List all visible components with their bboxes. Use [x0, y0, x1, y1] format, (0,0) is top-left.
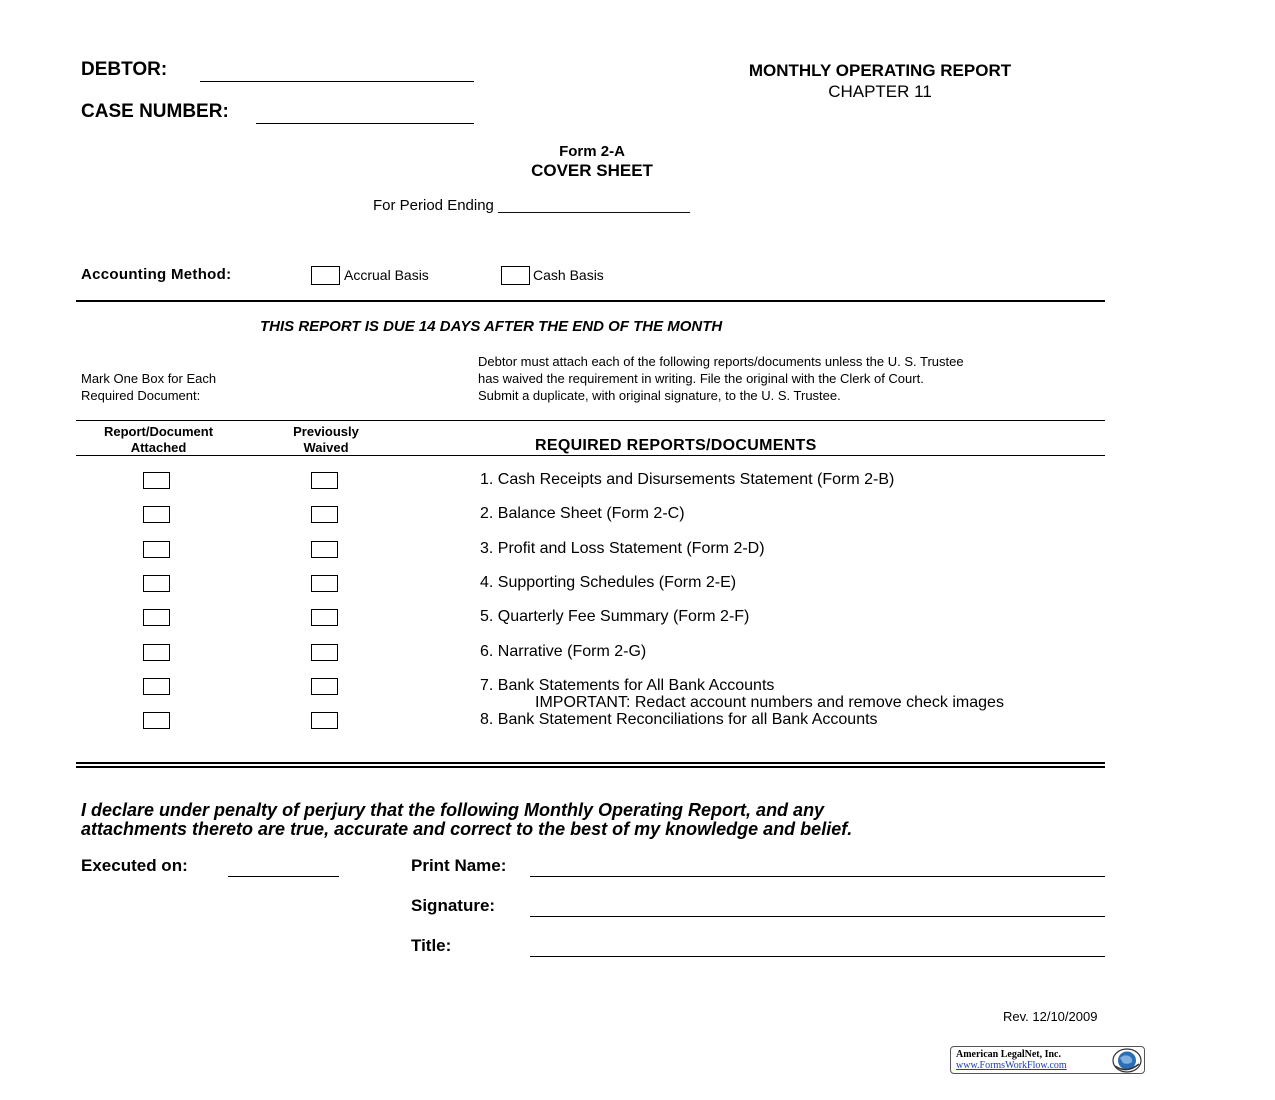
- title-label: Title:: [411, 936, 452, 955]
- cash-basis-checkbox[interactable]: [501, 266, 530, 285]
- row2-attached-checkbox[interactable]: [143, 506, 170, 523]
- revision-date: Rev. 12/10/2009: [1003, 1009, 1098, 1024]
- report-title: MONTHLY OPERATING REPORT: [748, 61, 1012, 80]
- case-number-label: CASE NUMBER:: [81, 101, 229, 122]
- instruction-left-2: Required Document:: [81, 388, 201, 403]
- col-attached-header-2: Attached: [130, 440, 187, 455]
- form-id: Form 2-A: [559, 143, 625, 160]
- title-field[interactable]: [530, 938, 1105, 957]
- col-waived-header-1: Previously: [293, 424, 359, 439]
- required-item-1: 1. Cash Receipts and Disursements Statement (Form 2-B): [480, 471, 895, 488]
- instruction-right-3: Submit a duplicate, with original signature, to the U. S. Trustee.: [478, 388, 841, 403]
- required-item-7: 7. Bank Statements for All Bank Accounts: [480, 677, 775, 694]
- instruction-left-1: Mark One Box for Each: [81, 371, 217, 386]
- row8-waived-checkbox[interactable]: [311, 712, 338, 729]
- required-item-4: 4. Supporting Schedules (Form 2-E): [480, 574, 737, 591]
- case-number-field[interactable]: [256, 103, 474, 124]
- accrual-basis-checkbox[interactable]: [311, 266, 340, 285]
- row2-waived-checkbox[interactable]: [311, 506, 338, 523]
- row3-waived-checkbox[interactable]: [311, 541, 338, 558]
- required-item-7-note: IMPORTANT: Redact account numbers and remove check images: [535, 694, 1004, 711]
- row8-attached-checkbox[interactable]: [143, 712, 170, 729]
- declaration-line-2: attachments thereto are true, accurate and correct to the best of my knowledge and belief.: [81, 819, 853, 839]
- required-item-8: 8. Bank Statement Reconciliations for all Bank Accounts: [480, 711, 878, 728]
- accrual-basis-label: Accrual Basis: [344, 267, 429, 283]
- due-notice: THIS REPORT IS DUE 14 DAYS AFTER THE END OF THE MONTH: [260, 318, 723, 335]
- debtor-field[interactable]: [200, 61, 474, 82]
- required-item-3: 3. Profit and Loss Statement (Form 2-D): [480, 540, 765, 557]
- form-title: COVER SHEET: [531, 161, 653, 180]
- print-name-label: Print Name:: [411, 856, 507, 875]
- row4-attached-checkbox[interactable]: [143, 575, 170, 592]
- print-name-field[interactable]: [530, 858, 1105, 877]
- row5-attached-checkbox[interactable]: [143, 609, 170, 626]
- chapter-label: CHAPTER 11: [828, 82, 932, 101]
- logo-company-name: American LegalNet, Inc.: [956, 1049, 1061, 1060]
- col-required-header: REQUIRED REPORTS/DOCUMENTS: [535, 437, 817, 454]
- row5-waived-checkbox[interactable]: [311, 609, 338, 626]
- row1-waived-checkbox[interactable]: [311, 472, 338, 489]
- row6-attached-checkbox[interactable]: [143, 644, 170, 661]
- col-waived-header-2: Waived: [303, 440, 349, 455]
- row7-waived-checkbox[interactable]: [311, 678, 338, 695]
- row7-attached-checkbox[interactable]: [143, 678, 170, 695]
- signature-label: Signature:: [411, 896, 496, 915]
- required-item-6: 6. Narrative (Form 2-G): [480, 643, 647, 660]
- table-header-rule: [76, 455, 1105, 456]
- instruction-right-1: Debtor must attach each of the following reports/documents unless the U. S. Trustee: [478, 354, 964, 369]
- divider: [76, 300, 1105, 302]
- american-legalnet-logo[interactable]: [950, 1046, 1145, 1074]
- row3-attached-checkbox[interactable]: [143, 541, 170, 558]
- accounting-method-label: Accounting Method:: [81, 266, 232, 283]
- row4-waived-checkbox[interactable]: [311, 575, 338, 592]
- table-top-rule: [76, 420, 1105, 421]
- executed-on-label: Executed on:: [81, 856, 188, 875]
- instruction-right-2: has waived the requirement in writing. File the original with the Clerk of Court.: [478, 371, 924, 386]
- col-attached-header-1: Report/Document: [103, 424, 214, 439]
- double-rule-bottom: [76, 766, 1105, 768]
- required-item-2: 2. Balance Sheet (Form 2-C): [480, 505, 685, 522]
- cash-basis-label: Cash Basis: [533, 267, 604, 283]
- row6-waived-checkbox[interactable]: [311, 644, 338, 661]
- globe-icon: [1111, 1048, 1143, 1073]
- double-rule-top: [76, 762, 1105, 764]
- logo-website[interactable]: www.FormsWorkFlow.com: [956, 1060, 1067, 1071]
- debtor-label: DEBTOR:: [81, 59, 168, 80]
- signature-field[interactable]: [530, 898, 1105, 917]
- declaration-line-1: I declare under penalty of perjury that the following Monthly Operating Report, and any: [81, 800, 825, 820]
- row1-attached-checkbox[interactable]: [143, 472, 170, 489]
- required-item-5: 5. Quarterly Fee Summary (Form 2-F): [480, 608, 750, 625]
- period-ending[interactable]: For Period Ending _______________________: [373, 197, 690, 214]
- executed-on-field[interactable]: [228, 858, 339, 877]
